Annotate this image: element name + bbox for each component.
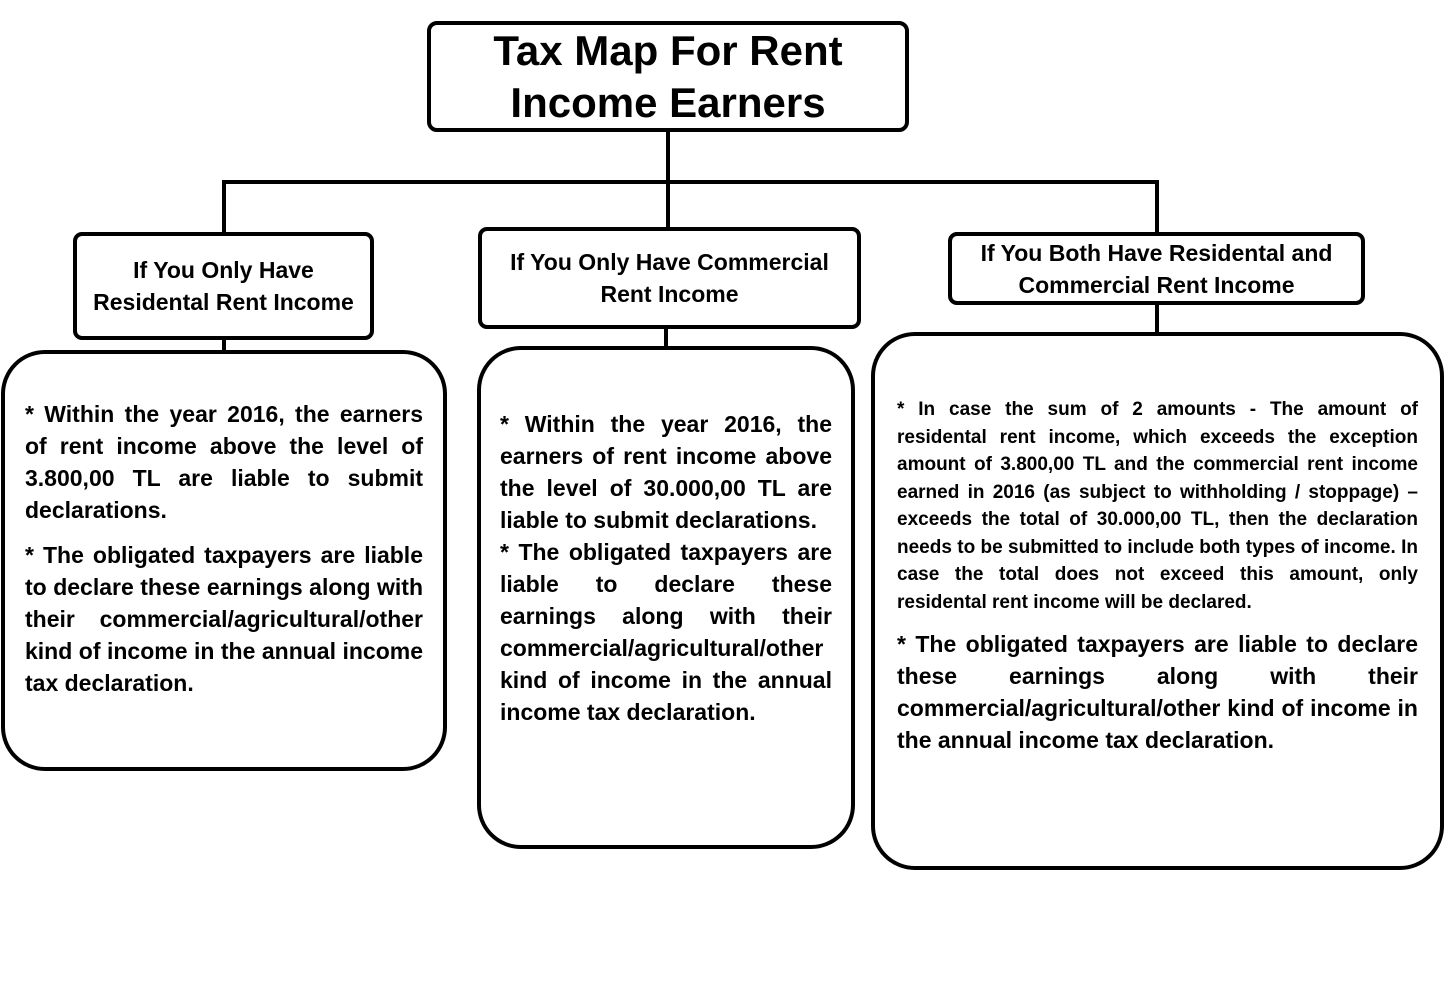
branch-heading-both	[948, 232, 1365, 305]
detail-box-both	[871, 332, 1444, 870]
detail-box-residential	[1, 350, 447, 771]
diagram-title: Tax Map For Rent Income Earners	[493, 26, 843, 126]
detail-paragraph: * The obligated taxpayers are liable to declare these earnings along with their commercial/agricultural/other kind of income in the annual income tax declaration.	[897, 631, 1418, 753]
branch-heading-label: If You Only Have Residental Rent Income	[93, 257, 354, 315]
detail-paragraph: * Within the year 2016, the earners of rent income above the level of 3.800,00 TL are liable to submit declarations.	[25, 401, 423, 523]
branch-heading-label: If You Both Have Residental and Commercial Rent Income	[980, 239, 1333, 298]
detail-paragraph: * The obligated taxpayers are liable to declare these earnings along with their commercial/agricultural/other kind of income in the annual income tax declaration.	[25, 542, 423, 696]
detail-box-commercial	[477, 346, 855, 849]
branch-heading-commercial	[478, 227, 861, 329]
detail-paragraph: * In case the sum of 2 amounts - The amount of residental rent income, which exceeds the exception amount of 3.800,00 TL and the commercial rent income earned in 2016 (as subject to withholding / stoppage) – exceeds the total of 30.000,00 TL, then the declaration needs to be submitted to include both types of income. In case the total does not exceed this amount, only residental rent income will be declared.	[897, 399, 1418, 613]
detail-paragraph: * Within the year 2016, the earners of rent income above the level of 30.000,00 TL are liable to submit declarations.	[500, 411, 832, 533]
branch-heading-label: If You Only Have Commercial Rent Income	[510, 249, 829, 307]
detail-paragraph: * The obligated taxpayers are liable to declare these earnings along with their commercial/agricultural/other kind of income in the annual income tax declaration.	[500, 539, 832, 725]
branch-heading-residential	[73, 232, 374, 340]
diagram-title-box	[427, 21, 909, 132]
